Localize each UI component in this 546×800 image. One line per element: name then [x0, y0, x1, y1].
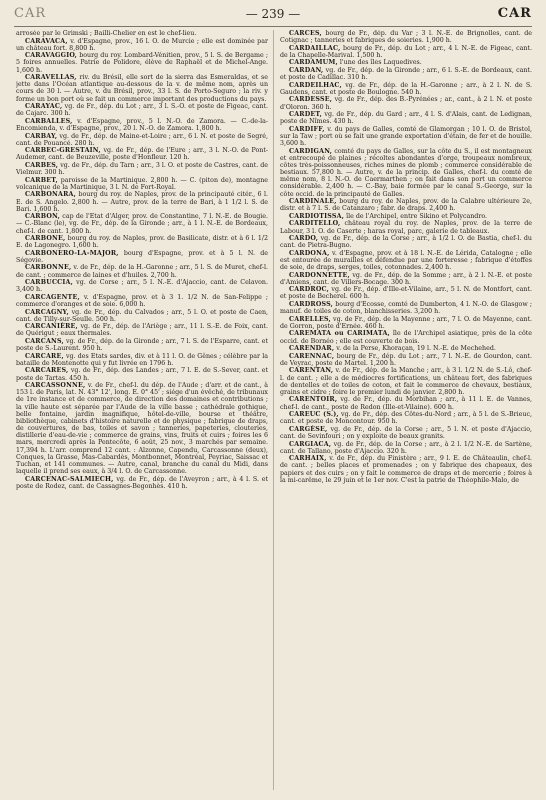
entry-text: château royal du roy. de Naples, prov. de la terre de Labour, 3 l. O. de Caserte ; haras royal, parc, galerie de tableaux. — [280, 220, 532, 235]
dictionary-entry — [280, 272, 532, 286]
entry-text: vg. de Fr., dép. de la Mayenne ; arr., 7 l. O. de Mayenne, cant. de Gorron, poste d'Ernée. 460 h. — [280, 315, 532, 330]
dictionary-entry — [280, 353, 532, 367]
entry-headword: CARDROSS, — [289, 301, 334, 309]
entry-text: vg. de Fr., dép. de Maine-et-Loire ; arr., 6 l. N. et poste de Segré, cant. de Pouancé. 280 h. — [16, 132, 268, 147]
dictionary-entry — [280, 30, 532, 44]
entry-headword: CARBONERO-LA-MAJOR, — [25, 249, 119, 257]
entry-headword: CARAYAC, — [25, 103, 63, 111]
entry-text: comté du pays de Galles, sur la côte du S., il est montagneux et entrecoupé de plaines ; récoltes abondantes d'orge, troupeaux nombreux, côtes très-poissonneuses, riches mines de plomb ; commerce considérable de bestiaux. 57,800 h. — Autre, v. de la princip. de Galles, chef-l. du comté de même nom, 8 l. N.-O. de Caermarthen ; on fait dans son port un commerce considérable. 2,400 h. — C.-Bay, baie formée par le canal S.-George, sur la côte occid. de la principauté de Galles. — [280, 147, 532, 198]
entry-text: vg. de Fr., dép. du Tarn ; arr., 3 l. O. et poste de Castres, cant. de Vielmur. 300 h. — [16, 161, 268, 177]
entry-text: vg. de Fr., dép. d'Ille-et-Vilaine, arr., 5 l. N. de Montfort, cant. et poste de Becherel. 600 h. — [280, 286, 532, 301]
entry-text: bourg du roy. de Naples, prov. de la principauté citér., 6 l. E. de S. Angelo. 2,800 h. — Autre, prov. de la terre de Bari, à 1 1/2 l. S. de Bari. 1,600 h. — [16, 191, 268, 213]
entry-text: vg. de Fr., dép. de la Somme ; arr., à 2 l. N.-E. et poste d'Amiens, cant. de Villers-Bocage. 300 h. — [280, 271, 532, 286]
entry-text: bourg de Fr., dép. du Lot ; arr., 7 l. N.-E. de Gourdon, cant. de Veyrac, poste de Martel. 1,200 h. — [280, 352, 532, 367]
dictionary-entry — [16, 118, 268, 132]
entry-text: bourg de Fr., dép. du Var ; 3 l. N.-E. de Brignolles, cant. de Cotignac ; tanneries et fabriques de soieries. 1,900 h. — [280, 30, 532, 45]
dictionary-entry — [280, 111, 532, 125]
dictionary-entry — [280, 220, 532, 234]
dictionary-entry — [16, 353, 268, 367]
entry-headword: CARAVELLAS, — [25, 74, 77, 82]
dictionary-entry — [280, 441, 532, 455]
dictionary-entry — [16, 476, 268, 490]
dictionary-entry — [280, 286, 532, 300]
entry-headword: CARDAILLAC, — [289, 44, 341, 52]
entry-text: v. d'Espagne, prov. et à 18 l. N.-E. de Lérida, Catalogne ; elle est entourée de murailles et défendue par une forteresse ; fabrique d'étoffes de soie, de draps, serges, toiles, cotonnades. 2,400 h. — [280, 249, 532, 272]
dictionary-entry — [280, 148, 532, 198]
entry-text: vg. de Fr., dép. de la Gironde ; arr., 6 l. S.-E. de Bordeaux, cant. et poste de Cadillac. 310 h. — [280, 66, 532, 82]
entry-headword: CARELLES, — [289, 315, 331, 323]
dictionary-entry — [280, 213, 532, 220]
entry-headword: CARAVAGGIO, — [25, 52, 78, 60]
dictionary-entry — [280, 250, 532, 271]
entry-headword: CARDONNETTE, — [289, 271, 350, 279]
entry-headword: CARDO, — [289, 235, 319, 243]
entry-text: arrosée par le Grimski ; Bailli-Chelier en est le chef-lieu. — [16, 30, 197, 37]
entry-text: v. d'Espagne, prov. et à 3 1. 1/2 N. de San-Felippe ; commerce d'oranges et de soie. 6,000 h. — [16, 293, 268, 309]
entry-text: vg. de Fr., dép. du Lot ; arr., 3 l. S.-O. et poste de Figeac, cant. de Cajarc. 300 h. — [16, 103, 268, 118]
entry-text: vg. de Fr., dép. du Morbihan ; arr., à 11 l. E. de Vannes, chef-l. de cant., poste de Redon (Ille-et-Vilaine). 600 h. — [280, 396, 532, 411]
entry-headword: CAREUC (S.), — [289, 411, 339, 419]
entry-text: bourg du roy. de Naples, prov. de Basilicate, distr. et à 6 l. 1/2 E. de Lagonegro. 1,600 h. — [16, 235, 268, 250]
entry-headword: CARDESSE, — [289, 96, 333, 104]
entry-text: vg. de Fr., dép. du Calvados ; arr., 5 l. O. et poste de Caen, cant. de Tilly-sur-Seulle. 500 h. — [16, 308, 268, 323]
dictionary-entry — [16, 213, 268, 234]
entry-headword: CARENTAN, — [289, 367, 334, 375]
entry-text: vg. de Fr., dép. de la Corse ; arr., 5 l. N. et poste d'Ajaccio, cant. de Sevinfouri ; on y exploite de beaux granits. — [280, 425, 532, 440]
dictionary-entry — [280, 426, 532, 440]
dictionary-entry — [280, 235, 532, 249]
entry-text: paroisse de la Martinique. 2,800 h. — C. (piton de), montagne volcanique de la Martinique, 3 l. N. de Fort-Royal. — [16, 176, 268, 191]
entry-headword: CARDAN, — [289, 66, 324, 74]
entry-text: bourg du roy. de Naples, prov. de la Calabre ultérieure 2e, distr. et à 7 l. S. de Catanzaro ; fabr. de draps. 2,400 h. — [280, 198, 532, 213]
entry-headword: CARDEILHAC, — [289, 81, 342, 89]
entry-text: bourg du roy. Lombard-Vénitien, prov., 5 l. S. de Bergame ; 5 foires annuelles. Patrie de Polidore, élève de Raphaël et de Michel-Ange. 1,600 h. — [16, 52, 268, 74]
dictionary-entry — [16, 309, 268, 323]
dictionary-entry — [280, 67, 532, 81]
entry-headword: CARDONA, — [289, 249, 330, 257]
entry-text: bourg de Fr., dép. du Lot ; arr., 4 l. N.-E. de Figeac, cant. de la Chapelle-Marival. 1,500 h. — [280, 44, 532, 59]
entry-headword: CARBUCCIA, — [25, 279, 73, 287]
entry-text: vg. de Fr., dép. de l'Ariège ; arr., 11 l. S.-E. de Foix, cant. de Quérigut ; eaux thermales. — [16, 323, 268, 338]
dictionary-entry — [280, 96, 532, 110]
entry-headword: CARBONE, — [25, 235, 66, 243]
entry-text: vg. de Fr., dép. de la Gironde ; arr., 7 l. S. de l'Esparre, cant. et poste de S.-Laurent. 950 h. — [16, 337, 268, 353]
entry-headword: CARCARES, — [25, 367, 69, 375]
entry-headword: CARDET, — [289, 111, 322, 119]
entry-text: riv. du Brésil, elle sort de la sierra das Esmeraldas, et se jette dans l'Océan atlantique au-dessous de la v. de même nom, après un cours de 30 l. — Autre, v. du Brésil, prov., 33 l. S. de Porto-Seguro ; la riv. y forme un bon port où se fait un commerce important des productions du pays. — [16, 74, 268, 103]
entry-text: île de l'Archipel asiatique, près de la côte occid. de Bornéo ; elle est couverte de bois. — [280, 330, 532, 345]
dictionary-entry — [16, 338, 268, 352]
dictionary-entry — [280, 330, 532, 344]
running-head-left: CAR — [14, 6, 47, 21]
entry-headword: CARCARE, — [25, 352, 64, 360]
entry-text: vg. de Fr., dép. de l'Eure ; arr., 3 l. N.-O. de Pont-Audemer, cant. de Beuzeville, poste d'Honfleur. 120 h. — [16, 147, 268, 162]
entry-headword: CARBALLES, — [25, 117, 73, 125]
entry-headword: CARBONARA, — [25, 191, 77, 199]
entry-text: vg. de Fr., dép. du Gard ; arr., 4 l. S. d'Alais, cant. de Ledignan, poste de Nîmes. 430 h. — [280, 111, 532, 126]
dictionary-entry — [16, 30, 268, 37]
dictionary-entry — [280, 198, 532, 212]
entry-headword: CARBON, — [25, 213, 60, 221]
dictionary-entry — [16, 133, 268, 147]
entry-headword: CARCANIÈRE, — [25, 323, 78, 331]
entry-text: v. de Fr., dép. du Finistère ; arr., 9 l. E. de Châteaulin, chef-l. de cant. ; belles places et promenades ; on y fabrique des chapeaux, des papiers et des cuirs ; on y fait le commerce de draps et de mercerie ; foires à la mi-carême, le 29 juin et le 1er nov. C'est la patrie de Théophile-Malo, de — [280, 455, 532, 484]
dictionary-entry — [16, 323, 268, 337]
entry-headword: CARBONNE, — [25, 264, 72, 272]
entry-headword: CARCANS, — [25, 337, 64, 345]
dictionary-entry — [16, 382, 268, 475]
entry-headword: CARDIGAN, — [289, 147, 333, 155]
entry-text: v. de Fr., dép. de la Manche ; arr., à 3 l. 1/2 N. de S.-Lô, chef-l. de cant. ; elle a de médiocres fortifications, un château fort, des fabriques de dentelles et de toiles de coton, et fait le commerce de chevaux, bestiaux, grains et cidre ; foire le premier lundi de janvier. 2,800 h. — [280, 367, 532, 396]
entry-headword: CARBEC-GRESTAIN, — [25, 147, 101, 155]
dictionary-entry — [16, 103, 268, 117]
entry-text: vg. de Corse ; arr., 5 l. N.-E. d'Ajaccio, cant. de Celavon. 3,400 h. — [16, 279, 268, 294]
dictionary-entry — [280, 45, 532, 59]
dictionary-entry — [280, 367, 532, 396]
dictionary-entry — [16, 147, 268, 161]
entry-text: l'une des îles Laquedives. — [339, 59, 422, 67]
entry-headword: CARDITELLO, — [289, 220, 341, 228]
dictionary-entry — [280, 345, 532, 352]
entry-headword: CARGIACA, — [289, 440, 332, 448]
entry-text: vg. de Fr., dép. de la Corse ; arr., à 2 l. 1/2 N.-E. de Sartène, cant. de Tallano, poste d'Ajaccio. 320 h. — [280, 440, 532, 455]
entry-headword: CARBAY, — [25, 132, 58, 140]
entry-headword: CARDIFF, — [289, 125, 325, 133]
right-column — [280, 30, 532, 792]
entry-headword: CARDIOTISSA, — [289, 212, 345, 220]
dictionary-entry — [16, 177, 268, 191]
dictionary-entry — [16, 294, 268, 308]
entry-text: v. du pays de Galles, comté de Glamorgan ; 10 l. O. de Bristol, sur la Taw ; port où se fait une grande exportation d'étain, de fer et de houille. 3,600 h. — [280, 125, 532, 148]
dictionary-entry — [280, 82, 532, 96]
left-column — [16, 30, 268, 792]
dictionary-entry — [280, 316, 532, 330]
entry-text: cap de l'Etat d'Alger, prov. de Constantine, 7 l. N.-E. de Bougie. — C.-Blanc (le), vg. de Fr., dép. de la Gironde ; arr., à 1 l. N.-E. de Bordeaux, chef-l. de cant. 1,800 h. — [16, 213, 268, 235]
entry-text: vg. de Fr., dép. de la H.-Garonne ; arr., à 2 l. N. de S. Gaudens, cant. et poste de Boulogne. 540 h. — [280, 81, 532, 96]
dictionary-entry — [16, 264, 268, 278]
dictionary-entry — [280, 455, 532, 484]
column-divider — [273, 30, 274, 790]
entry-headword: CARCAGENTE, — [25, 293, 80, 301]
dictionary-entry — [280, 301, 532, 315]
entry-headword: CAREMATA ou CARIMATA, — [289, 330, 390, 338]
page-number: — 239 — — [245, 7, 301, 21]
entry-text: vg. des Etats sardes, div. et à 11 l. O. de Gênes ; célèbre par la bataille de Montenotte qui y fut livrée en 1796 h. — [16, 352, 268, 367]
entry-headword: CARBES, — [25, 161, 59, 169]
dictionary-entry — [16, 52, 268, 73]
entry-headword: CARCENAC-SALMIECH, — [25, 475, 114, 483]
dictionary-entry — [16, 191, 268, 212]
dictionary-entry — [16, 162, 268, 176]
dictionary-entry — [16, 367, 268, 381]
entry-headword: CARENTOIR, — [289, 396, 338, 404]
running-head-right: CAR — [497, 6, 532, 21]
entry-headword: CARCASSONNE, — [25, 382, 86, 390]
dictionary-entry — [280, 59, 532, 66]
entry-headword: CARENDAR, — [289, 345, 335, 353]
entry-text: v. de Fr., dép. de la H.-Garonne ; arr., 5 l. S. de Muret, chef-l. de cant. ; commerce de laines et d'huiles. 2,700 h. — [16, 264, 268, 279]
entry-text: vg. de Fr., dép. des B.-Pyrénées ; ar., cant., à 2 l. N. et poste d'Oloron. 360 h. — [280, 96, 532, 111]
entry-headword: CARCÈS, — [289, 30, 322, 37]
dictionary-entry — [16, 74, 268, 103]
entry-headword: CARDINALE, — [289, 198, 337, 206]
entry-headword: CARBET, — [25, 176, 58, 184]
entry-text: v. de Fr., chef-l. du dép. de l'Aude ; d'arr. et de cant., à 153 l. de Paris, lat. N. 43° 12', long. E. 0° 45' ; siége d'un évêché, de tribunaux de 1re instance et de commerce, de direction des domaines et contributions ; la ville haute est séparée par l'Aude de la ville basse ; cathédrale gothique, belle fontaine, jardin magnifique, hôtel-de-ville, bourse et théâtre, bibliothèque, cabinets d'histoire naturelle et de physique ; fabrique de draps, de couvertures, de bas, toiles et savon ; tanneries, papeteries, clouteries, distillerie d'eau-de-vie ; commerce de grains, vins, fruits et cuirs ; foires les 6 mars, mercredi après la Pentecôte, 6 août, 25 nov., 3 marchés par semaine. 17,394 h. L'arr. comprend 12 cant. : Alzonne, Capendu, Carcassonne (deux), Conques, la Grasse, Mas-Cabardès, Montbonnet, Montréal, Peyriac, Saissac et Tuchan, et 141 communes. — Autre, canal, branche du canal du Midi, dans laquelle il prend ses eaux, à 3/4 l. O. de Carcassonne. — [16, 382, 268, 475]
entry-text: v. d'Espagne, prov., 5 l. N.-O. de Zamora. — C.-de-la-Encomienda, v. d'Espagne, prov., 20 l. N.-O. de Zamora. 1,800 h. — [16, 117, 268, 132]
entry-headword: CARGÈSE, — [289, 425, 328, 433]
dictionary-entry — [280, 126, 532, 147]
entry-text: vg. de Fr., dép. de l'Aveyron ; arr., à 4 l. S. et poste de Rodez, cant. de Cassagnes-Begonhès. 410 h. — [16, 475, 268, 490]
entry-headword: CARENNAC, — [289, 352, 335, 360]
entry-text: vg. de Fr., dép. des Landes ; arr., 7 l. E. de S.-Sever, cant. et poste de Tartas. 450 h. — [16, 367, 268, 382]
dictionary-entry — [16, 279, 268, 293]
dictionary-entry — [16, 250, 268, 264]
entry-headword: CARCAGNY, — [25, 308, 69, 316]
entry-headword: CARHAIX, — [289, 455, 327, 463]
dictionary-entry — [16, 235, 268, 249]
entry-text: bourg d'Espagne, prov. et à 5 l. N. de Ségovie. — [16, 249, 268, 264]
entry-text: île de l'Archipel, entre Sikino et Polycandro. — [346, 212, 488, 220]
entry-text: v. d'Espagne, prov., 16 l. O. de Murcie ; elle est dominée par un château fort. 8,800 h. — [16, 37, 268, 52]
page-header — [14, 4, 532, 27]
entry-headword: CARDROC, — [289, 286, 330, 294]
entry-text: vg. de Fr., dép. de la Corse ; arr., à 1/2 l. O. de Bastia, chef-l. du cant. de Pietra-Bugno. — [280, 235, 532, 250]
entry-headword: CARDAMUM, — [289, 59, 338, 67]
entry-text: vg. de Fr., dép. des Côtes-du-Nord ; arr., à 5 l. de S.-Brieuc, cant. et poste de Moncontour. 950 h. — [280, 411, 532, 426]
dictionary-entry — [16, 38, 268, 52]
entry-text: bourg d'Ecosse, comté de Dumberton, 4 l. N.-O. de Glasgow ; manuf. de toiles de coton, blanchisseries. 3,200 h. — [280, 301, 532, 316]
dictionary-entry — [280, 411, 532, 425]
entry-headword: CARAVACA, — [25, 37, 68, 45]
dictionary-entry — [280, 396, 532, 410]
entry-text: v. de la Perse, Khoraçan, 19 l. N.-E. de Mechehed. — [336, 345, 496, 353]
